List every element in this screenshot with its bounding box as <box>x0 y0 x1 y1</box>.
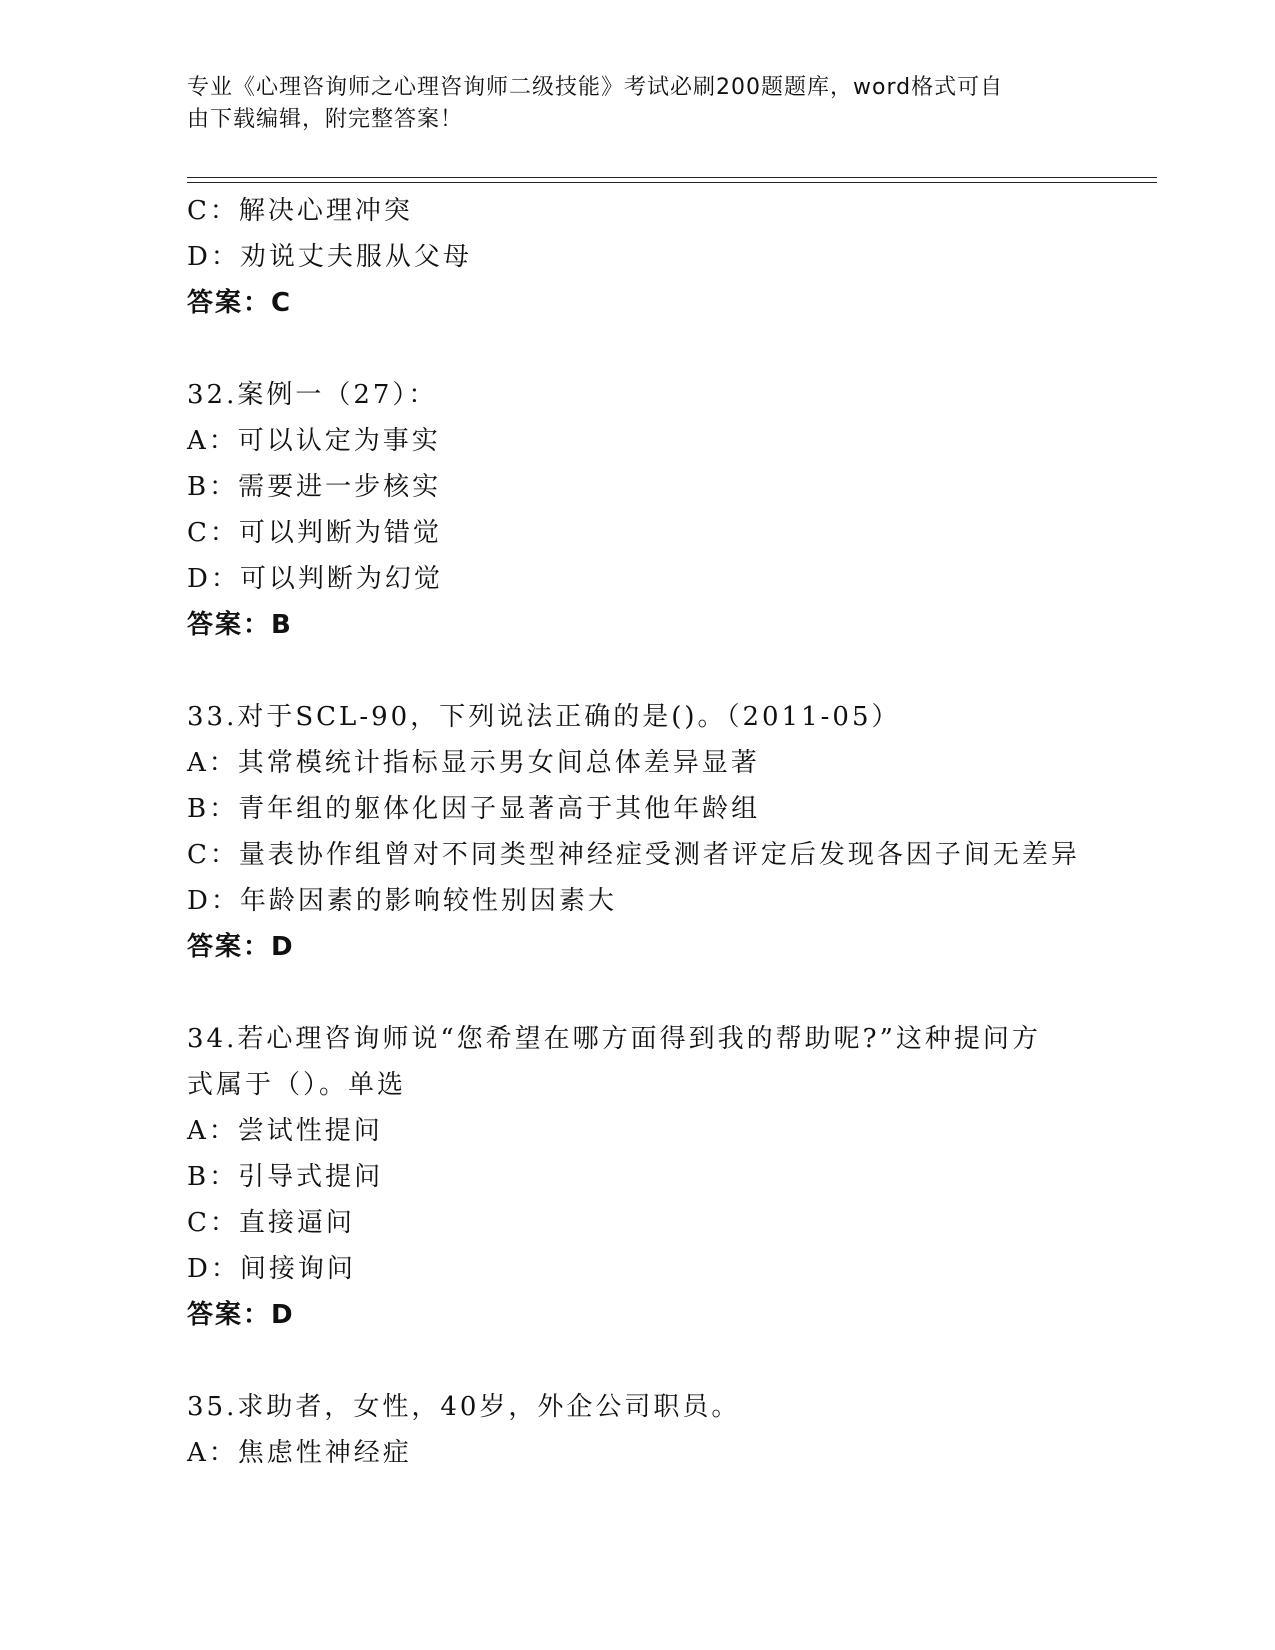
question-text: 35.求助者，女性，40岁，外企公司职员。 <box>187 1392 741 1422</box>
option-d: D：可以判断为幻觉 <box>187 564 443 594</box>
question-35 <box>187 1384 1167 1476</box>
option-d: D：劝说丈夫服从父母 <box>187 242 472 272</box>
option-b: B：青年组的躯体化因子显著高于其他年龄组 <box>187 794 761 824</box>
header-divider-bottom <box>187 182 1157 183</box>
option-a: A：尝试性提问 <box>187 1116 383 1146</box>
question-31 <box>187 188 1167 326</box>
answer: 答案：B <box>187 610 293 640</box>
option-b: B：需要进一步核实 <box>187 472 442 502</box>
header-line-1: 专业《心理咨询师之心理咨询师二级技能》考试必刷200题题库，word格式可自 <box>187 75 1004 100</box>
option-a: A：可以认定为事实 <box>187 426 441 456</box>
spacer <box>187 326 1167 372</box>
answer: 答案：C <box>187 288 293 318</box>
question-text: 32.案例一（27）： <box>187 380 438 410</box>
question-text: 33.对于SCL-90，下列说法正确的是()。（2011-05） <box>187 702 901 732</box>
question-text-line-2: 式属于（）。单选 <box>187 1070 407 1100</box>
question-33 <box>187 694 1167 970</box>
question-32 <box>187 372 1167 648</box>
option-a: A：焦虑性神经症 <box>187 1438 412 1468</box>
option-a: A：其常模统计指标显示男女间总体差异显著 <box>187 748 760 778</box>
question-list <box>187 188 1167 1476</box>
header-line-2: 由下载编辑，附完整答案！ <box>187 107 464 132</box>
option-c: C：量表协作组曾对不同类型神经症受测者评定后发现各因子间无差异 <box>187 840 1080 870</box>
spacer <box>187 648 1167 694</box>
header-divider-top <box>187 177 1157 178</box>
question-34 <box>187 1016 1167 1338</box>
spacer <box>187 1338 1167 1384</box>
spacer <box>187 970 1167 1016</box>
option-c: C：可以判断为错觉 <box>187 518 442 548</box>
option-c: C：直接逼问 <box>187 1208 355 1238</box>
answer: 答案：D <box>187 932 295 962</box>
question-text-line-1: 34.若心理咨询师说“您希望在哪方面得到我的帮助呢?”这种提问方 <box>187 1024 1041 1054</box>
document-header <box>187 72 1067 136</box>
option-d: D：间接询问 <box>187 1254 356 1284</box>
option-b: B：引导式提问 <box>187 1162 384 1192</box>
option-c: C：解决心理冲突 <box>187 196 413 226</box>
answer: 答案：D <box>187 1300 295 1330</box>
option-d: D：年龄因素的影响较性别因素大 <box>187 886 617 916</box>
